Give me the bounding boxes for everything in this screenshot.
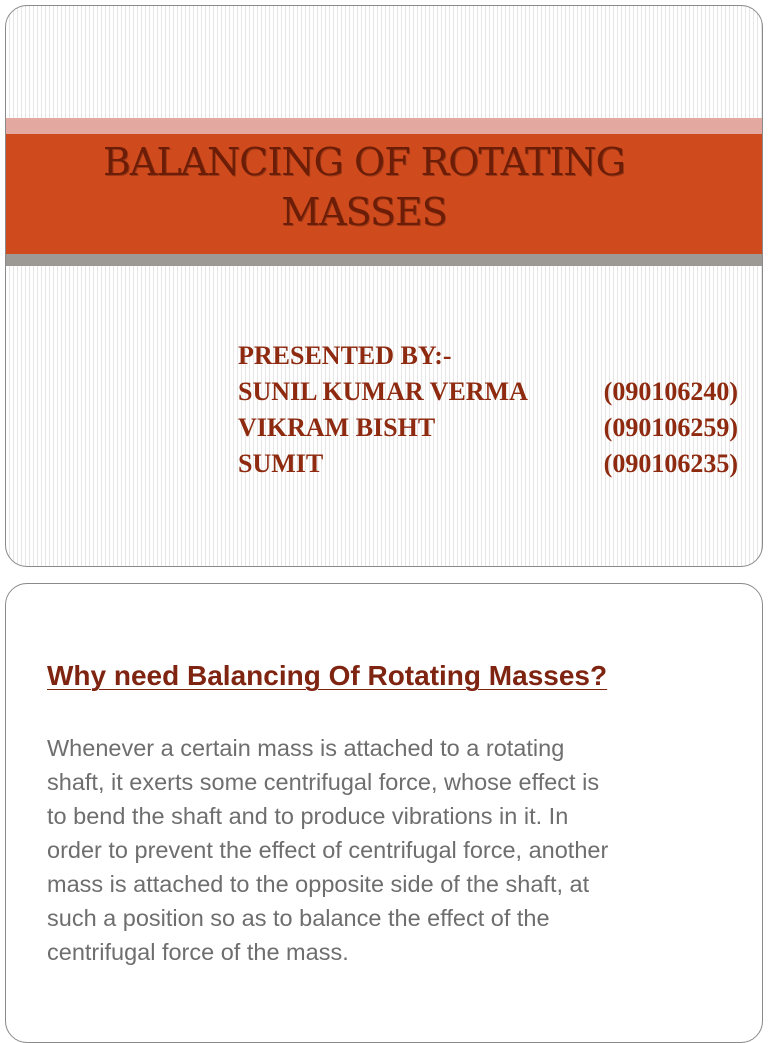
presenter-id: (090106259) xyxy=(603,413,738,442)
presenter-id: (090106235) xyxy=(603,449,738,478)
slide-title-line-1: BALANCING OF ROTATING xyxy=(102,140,626,184)
slide-title xyxy=(6,137,722,237)
body-line: such a position so as to balance the effect of the xyxy=(47,905,550,931)
slide-body-text xyxy=(47,731,737,969)
slide-heading: Why need Balancing Of Rotating Masses? xyxy=(47,660,608,691)
presenter-name: SUMIT xyxy=(238,449,324,478)
presenter-row xyxy=(238,446,738,482)
body-line: order to prevent the effect of centrifugal force, another xyxy=(47,837,609,863)
body-line: to bend the shaft and to produce vibrations in it. In xyxy=(47,803,569,829)
slide-title-line-2: MASSES xyxy=(281,190,447,234)
body-line: centrifugal force of the mass. xyxy=(47,939,349,965)
body-line: Whenever a certain mass is attached to a rotating xyxy=(47,735,565,761)
presenter-row xyxy=(238,410,738,446)
accent-stripe-bottom xyxy=(6,254,762,266)
presenter-row xyxy=(238,374,738,410)
presenter-id: (090106240) xyxy=(603,377,738,406)
presented-by-label: PRESENTED BY:- xyxy=(238,341,452,370)
body-line: shaft, it exerts some centrifugal force, whose effect is xyxy=(47,769,600,795)
title-slide xyxy=(5,5,763,567)
body-line: mass is attached to the opposite side of the shaft, at xyxy=(47,871,590,897)
presenter-name: SUNIL KUMAR VERMA xyxy=(238,377,528,406)
presenters-block xyxy=(238,338,738,482)
accent-stripe-top xyxy=(6,118,762,134)
presenter-name: VIKRAM BISHT xyxy=(238,413,436,442)
content-slide xyxy=(5,583,763,1043)
